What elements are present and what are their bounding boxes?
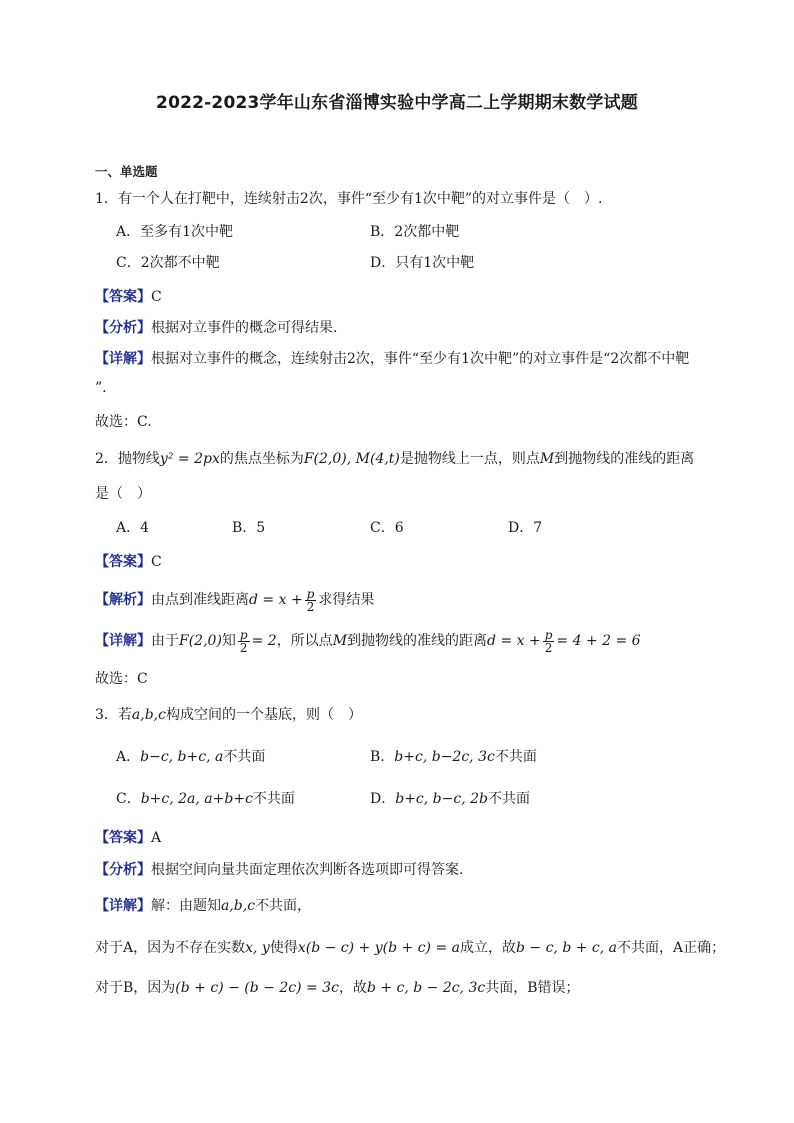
fraction-denominator: 2: [306, 599, 315, 614]
q3-line-text: 对于A，因为不存在实数: [95, 940, 246, 956]
q3-option-a: [116, 748, 265, 766]
q2-fraction: [543, 629, 555, 654]
q1-option-b: B．2次都中靶: [370, 224, 460, 240]
q1-answer: [95, 288, 162, 306]
fraction-denominator: 2: [544, 640, 553, 655]
q2-parse-text: 求得结果: [318, 592, 375, 608]
section-heading: 一、单选题: [95, 164, 158, 179]
q1-stem: 1．有一个人在打靶中，连续射击2次，事件“至少有1次中靶”的对立事件是（ ）.: [95, 191, 603, 207]
q2-distance-formula: d = x +: [249, 592, 303, 608]
q1-analysis: [95, 319, 337, 337]
q2-choice: 故选：C: [95, 671, 148, 687]
q3-option-c: [116, 790, 295, 808]
option-vectors: b+c, 2a, a+b+c: [140, 791, 253, 807]
q1-option-c: C．2次都不中靶: [116, 255, 220, 271]
q2-fraction: [238, 629, 250, 654]
q1-detail-text: 根据对立事件的概念，连续射击2次，事件“至少有1次中靶”的对立事件是“2次都不中靶: [151, 351, 690, 367]
q2-detail-text: 由于: [151, 633, 179, 649]
fraction-numerator: p: [544, 627, 553, 642]
option-vectors: b+c, b−2c, 3c: [394, 749, 495, 765]
q3-detail-text: 解：由题知: [151, 898, 221, 914]
q2-fraction: [305, 588, 317, 613]
q3-line-text: 成立，故: [459, 940, 516, 956]
q2-option-d: D．7: [508, 520, 543, 536]
q2-parabola-equation: y² = 2px: [159, 451, 220, 467]
q3-equation: x(b − c) + y(b + c) = a: [297, 940, 460, 956]
detail-tag: 【详解】: [95, 351, 151, 367]
q2-point-m: M: [539, 451, 555, 467]
q2-detail-text: 到抛物线的准线的距离: [347, 633, 488, 649]
option-vectors: b−c, b+c, a: [140, 749, 224, 765]
q3-line-text: 使得: [269, 940, 298, 956]
fraction-denominator: 2: [239, 640, 248, 655]
q3-stem: [95, 706, 362, 724]
q3-line-b: [95, 979, 580, 997]
q3-vectors: a,b,c: [131, 707, 166, 723]
q3-detail: [95, 897, 311, 915]
q2-stem-cont: 是（ ）: [95, 486, 151, 502]
q2-stem: [95, 450, 694, 468]
q3-detail-text: 不共面，: [255, 898, 312, 914]
q2-stem-text: 2．抛物线: [95, 451, 160, 467]
q2-option-c: C．6: [370, 520, 404, 536]
q3-stem-text: 3．若: [95, 707, 132, 723]
detail-tag: 【详解】: [95, 898, 151, 914]
q3-line-text: 对于B，因为: [95, 980, 176, 996]
q3-option-b: [370, 748, 537, 766]
q3-line-a: [95, 939, 725, 957]
q2-result: = 4 + 2 = 6: [556, 633, 641, 649]
q3-answer-value: A: [151, 830, 162, 846]
option-text: 不共面: [252, 791, 295, 807]
answer-tag: 【答案】: [95, 830, 151, 846]
q1-detail-cont: ”.: [95, 380, 107, 396]
detail-tag: 【详解】: [95, 633, 151, 649]
q2-points: F(2,0), M(4,t): [303, 451, 400, 467]
q3-line-text: ，故: [338, 980, 367, 996]
q1-detail: [95, 350, 689, 368]
q2-option-a: A．4: [116, 520, 150, 536]
q2-stem-text: 的焦点坐标为: [219, 451, 304, 467]
q2-answer-value: C: [151, 554, 162, 570]
q3-line-text: 不共面，A正确；: [617, 940, 726, 956]
page-title: 2022-2023学年山东省淄博实验中学高二上学期期末数学试题: [156, 93, 638, 113]
q3-vectors: b − c, b + c, a: [515, 940, 617, 956]
q1-answer-value: C: [151, 289, 162, 305]
option-text: 不共面: [494, 749, 537, 765]
q1-option-d: D．只有1次中靶: [370, 255, 475, 271]
q3-analysis: [95, 861, 463, 879]
q3-option-d: [370, 790, 530, 808]
parse-tag: 【解析】: [95, 592, 151, 608]
q3-analysis-text: 根据空间向量共面定理依次判断各选项即可得答案.: [151, 862, 464, 878]
q2-option-b: B．5: [232, 520, 266, 536]
q2-detail: [95, 627, 641, 655]
q2-answer: [95, 553, 162, 571]
q2-point-m: M: [332, 633, 348, 649]
q3-line-text: 共面，B错误；: [485, 980, 580, 996]
q3-answer: [95, 829, 161, 847]
option-label: B．: [370, 749, 395, 765]
q3-equation: (b + c) − (b − 2c) = 3c: [175, 980, 339, 996]
q2-stem-text: 是抛物线上一点，则点: [399, 451, 540, 467]
q3-vectors: a,b,c: [221, 898, 256, 914]
q2-parse-text: 由点到准线距离: [151, 592, 249, 608]
q3-vectors: b + c, b − 2c, 3c: [366, 980, 486, 996]
q2-parse: [95, 586, 374, 614]
q2-distance-formula: d = x +: [487, 633, 541, 649]
analysis-tag: 【分析】: [95, 862, 151, 878]
option-label: D．: [370, 791, 396, 807]
q2-detail-text: 知: [221, 633, 236, 649]
option-text: 不共面: [223, 749, 266, 765]
q2-stem-text: 到抛物线的准线的距离: [554, 451, 695, 467]
q1-choice: 故选：C.: [95, 414, 152, 430]
q3-reals: x, y: [245, 940, 270, 956]
fraction-numerator: p: [306, 586, 315, 601]
q1-option-a: A．至多有1次中靶: [116, 224, 234, 240]
q1-analysis-text: 根据对立事件的概念可得结果.: [151, 320, 338, 336]
option-label: C．: [116, 791, 141, 807]
q2-focus: F(2,0): [179, 633, 222, 649]
option-label: A．: [116, 749, 141, 765]
option-text: 不共面: [487, 791, 530, 807]
q2-detail-text: ，所以点: [276, 633, 333, 649]
q3-stem-text: 构成空间的一个基底，则（ ）: [165, 707, 362, 723]
option-vectors: b+c, b−c, 2b: [395, 791, 488, 807]
q2-p-value: = 2: [251, 633, 277, 649]
analysis-tag: 【分析】: [95, 320, 151, 336]
answer-tag: 【答案】: [95, 554, 151, 570]
fraction-numerator: p: [239, 627, 248, 642]
answer-tag: 【答案】: [95, 289, 151, 305]
